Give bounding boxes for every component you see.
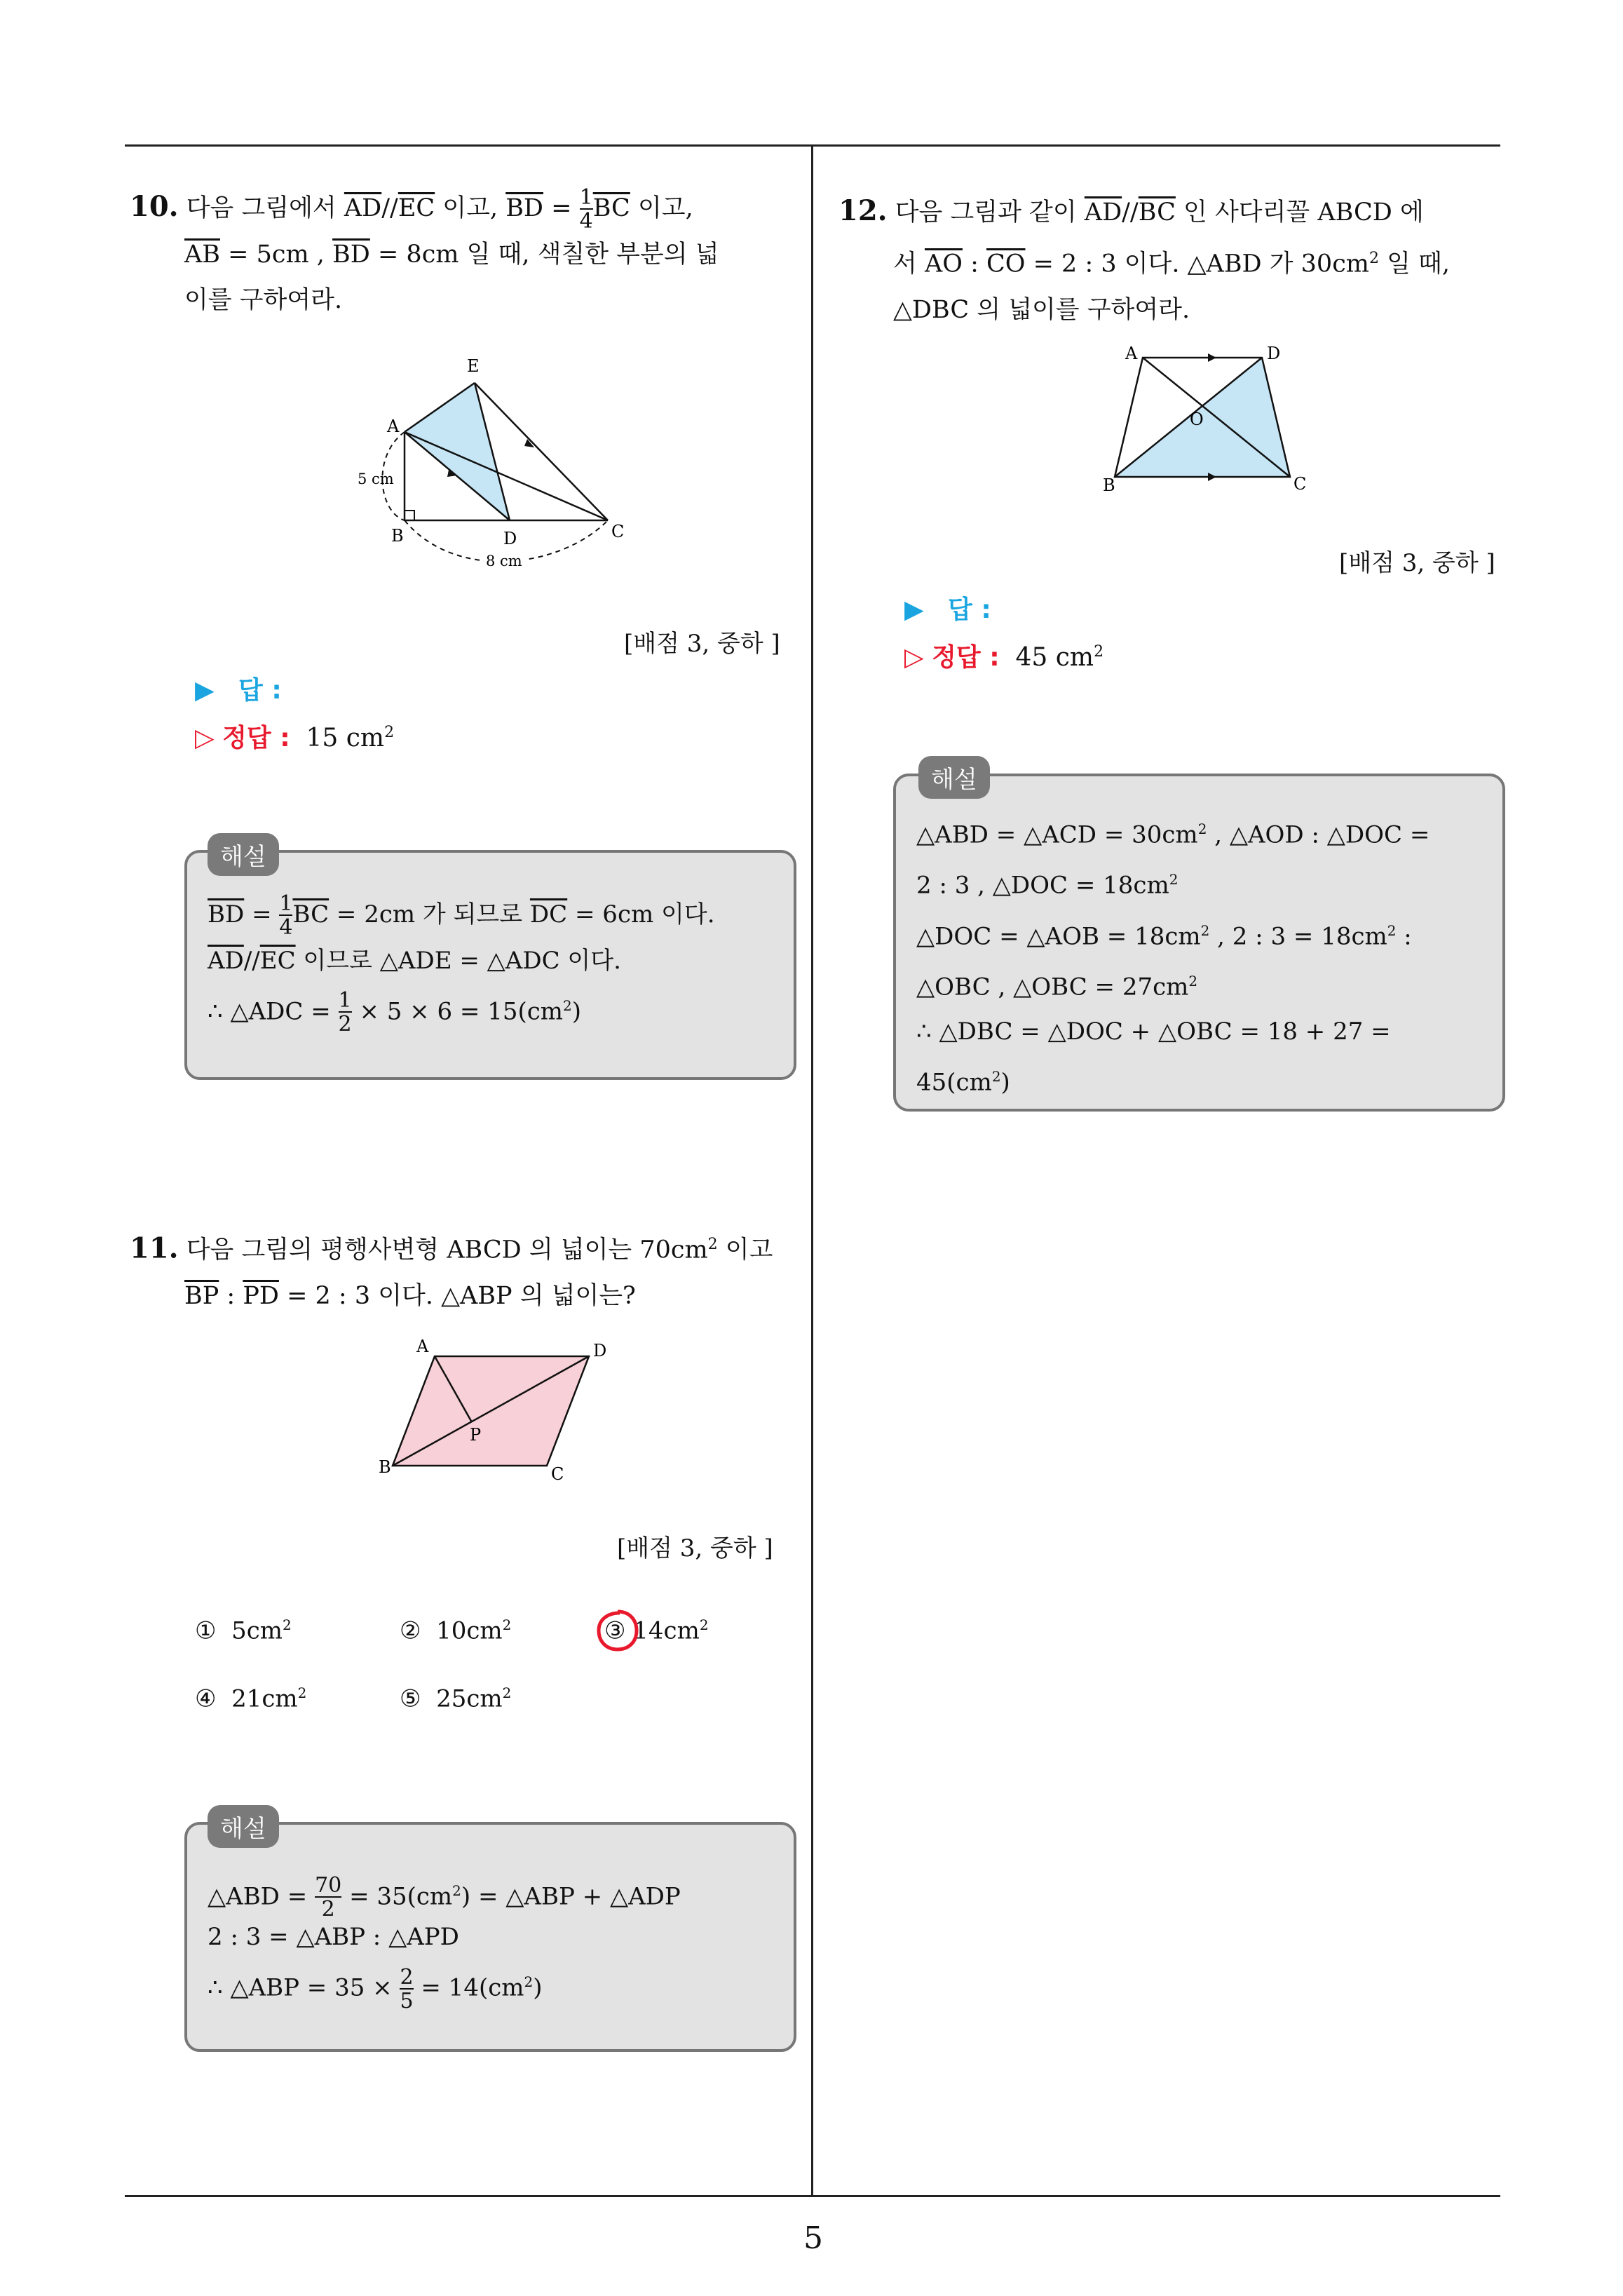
play-icon: ▶ bbox=[195, 676, 215, 705]
correct-answer-label: 정답 : bbox=[222, 724, 290, 752]
choice-2[interactable]: ② $10cm^2$ bbox=[400, 1616, 512, 1645]
vertex-label-D: D bbox=[1267, 344, 1281, 363]
question-number: 10. bbox=[130, 190, 179, 223]
segment-label: $\overline{BP}$ bbox=[184, 1281, 219, 1310]
choice-4[interactable]: ④ $21cm^2$ bbox=[195, 1684, 307, 1713]
question-text: 이를 구하여라. bbox=[184, 285, 343, 314]
question-11: 11. 다음 그림의 평행사변형 ABCD 의 넓이는 $70cm^2$ 이고 $\overline{BP}$ : $\overline{PD} = 2$ : 3 이다. △ABP 의 넓이는? bbox=[130, 1231, 773, 1310]
vertex-label-B: B bbox=[379, 1457, 391, 1477]
question-text: 이고, bbox=[637, 194, 693, 222]
segment-label: $\overline{AD}$ bbox=[344, 194, 382, 222]
question-number: 12. bbox=[838, 194, 888, 227]
solution-text: △ABD = $\frac{70}{2}$ = $35(cm^2)$ = △ABP + △ADP 2 : 3 = △ABP : △APD ∴ △ABP = 35 × $\frac{2}{5}$ = $14(cm^2)$ bbox=[208, 1873, 681, 2013]
vertex-label-B: B bbox=[1103, 475, 1115, 495]
segment-label: $\overline{CO}$ bbox=[986, 250, 1026, 278]
bottom-rule bbox=[125, 2195, 1500, 2197]
question-text: 인 사다리꼴 ABCD 에 bbox=[1183, 198, 1424, 227]
segment-label: $\overline{PD}$ bbox=[243, 1281, 279, 1310]
segment-label: $\overline{AB}$ bbox=[184, 240, 220, 269]
segment-label: $\overline{AD}$ bbox=[1084, 198, 1122, 227]
question-text: = 5cm , bbox=[228, 240, 325, 269]
vertex-label-D: D bbox=[503, 529, 517, 548]
point-label-O: O bbox=[1190, 410, 1204, 429]
question-text: 다음 그림에서 bbox=[186, 194, 337, 222]
fraction: $\frac{1}{4}$ bbox=[579, 184, 593, 234]
answer-label: 답 : bbox=[238, 676, 282, 705]
solution-text: △ABD = △ACD = $30cm^2$ , △AOD : △DOC = 2 : 3 , △DOC = $18cm^2$ △DOC = △AOB = $18cm^2$ , 2 : $3 = 18cm^2$ : △OBC , △OBC = $27cm^2$ ∴ △DBC = △DOC + △OBC = 18 + 27 = $45(cm^2)$ bbox=[916, 821, 1430, 1097]
solution-tab: 해설 bbox=[918, 756, 990, 799]
choice-3[interactable]: ③ $14cm^2$ bbox=[604, 1616, 709, 1645]
parallel-symbol: // bbox=[381, 194, 398, 222]
length-label-BC: 8 cm bbox=[486, 553, 522, 569]
vertex-label-A: A bbox=[416, 1337, 429, 1356]
correct-answer-value: 45 cm bbox=[1015, 643, 1094, 672]
play-icon: ▶ bbox=[904, 595, 924, 624]
answer-label: 답 : bbox=[948, 595, 991, 624]
question-text: 이고, bbox=[442, 194, 498, 222]
play-outline-icon: ▷ bbox=[904, 643, 924, 672]
figure-q10 bbox=[351, 351, 645, 582]
question-text: 다음 그림과 같이 bbox=[895, 198, 1077, 227]
score-meta: [배점 3, 중하 ] bbox=[1339, 549, 1495, 577]
vertex-label-D: D bbox=[593, 1341, 607, 1360]
correct-answer-value: 15 cm bbox=[306, 724, 385, 752]
score-meta: [배점 3, 중하 ] bbox=[617, 1534, 773, 1562]
vertex-label-A: A bbox=[387, 417, 400, 436]
equals: = bbox=[551, 194, 572, 222]
figure-q12 bbox=[1104, 344, 1315, 505]
segment-label: $\overline{EC}$ bbox=[398, 194, 435, 222]
figure-q11 bbox=[372, 1332, 624, 1487]
column-divider bbox=[811, 144, 813, 2195]
choice-1[interactable]: ① $5cm^2$ bbox=[195, 1616, 292, 1645]
vertex-label-C: C bbox=[1293, 474, 1307, 494]
question-number: 11. bbox=[130, 1231, 179, 1265]
vertex-label-B: B bbox=[391, 526, 404, 546]
vertex-label-E: E bbox=[467, 356, 480, 376]
question-12: 12. 다음 그림과 같이 $\overline{AD}//\overline{BC}$ 인 사다리꼴 ABCD 에 서 $\overline{AO}$ : $\overline{CO} = 2$ : 3 이다. △ABD 가 $30cm^2$ 일 때, △DBC 의 넓이를 구하여라. bbox=[838, 188, 1512, 333]
score-meta: [배점 3, 중하 ] bbox=[624, 630, 780, 658]
question-text: = 2 : 3 이다. △ABP 의 넓이는? bbox=[278, 1281, 636, 1310]
segment-label: $\overline{BD}$ bbox=[332, 240, 370, 269]
correct-answer-label: 정답 : bbox=[932, 643, 1000, 672]
segment-label: $\overline{BD}$ bbox=[505, 194, 543, 222]
question-10 bbox=[130, 184, 796, 323]
vertex-label-A: A bbox=[1125, 344, 1138, 363]
vertex-label-C: C bbox=[551, 1464, 564, 1484]
length-label-AB: 5 cm bbox=[358, 471, 394, 487]
segment-label: $\overline{BC}$ bbox=[1138, 198, 1176, 227]
solution-text: $\overline{BD}$ = $\frac{1}{4}$ $\overline{BC} = 2cm$ 가 되므로 $\overline{DC} = 6cm$ 이다. $\overline{AD}//\overline{EC}$ 이므로 △ADE = △ADC 이다. ∴ △ADC = $\frac{1}{2}$ × $5 \times 6 = 15(cm^2)$ bbox=[208, 891, 715, 1037]
segment-label: $\overline{BC}$ bbox=[592, 194, 630, 222]
segment-label: $\overline{AO}$ bbox=[924, 250, 963, 278]
page-number: 5 bbox=[803, 2220, 823, 2256]
point-label-P: P bbox=[470, 1425, 482, 1445]
solution-tab: 해설 bbox=[208, 833, 279, 876]
play-outline-icon: ▷ bbox=[195, 724, 215, 752]
question-text: △DBC 의 넓이를 구하여라. bbox=[893, 295, 1190, 324]
question-text: 다음 그림의 평행사변형 ABCD 의 넓이는 70cm bbox=[186, 1236, 708, 1264]
vertex-label-C: C bbox=[611, 522, 625, 541]
answer-block: ▶ 답 : ▷ 정답 : 15 $cm^2$ bbox=[195, 676, 395, 752]
choice-5[interactable]: ⑤ $25cm^2$ bbox=[400, 1684, 512, 1713]
question-text: = 2 : 3 이다. △ABD 가 30cm bbox=[1025, 250, 1369, 278]
correct-answer-circle bbox=[595, 1607, 641, 1654]
solution-tab: 해설 bbox=[208, 1805, 279, 1848]
question-text: = 8cm 일 때, 색칠한 부분의 넓 bbox=[377, 240, 719, 269]
answer-block: ▶ 답 : ▷ 정답 : 45 $cm^2$ bbox=[904, 595, 1104, 672]
